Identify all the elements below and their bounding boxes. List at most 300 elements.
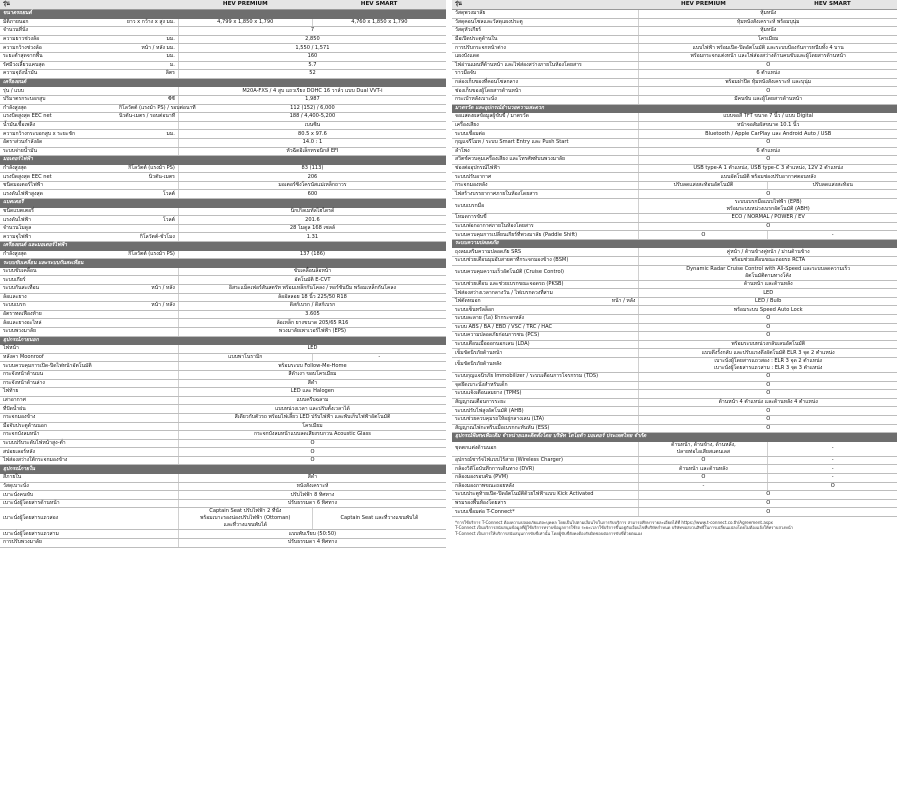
spec-table-left	[0, 0, 446, 548]
spec-unit	[608, 398, 639, 407]
spec-label: เบาะนั่งผู้โดยสารแถวสาม	[0, 530, 116, 539]
spec-label: กระเป๋าหลังเบาะนั่ง	[452, 95, 608, 104]
spec-label: ไฟหน้า	[0, 345, 116, 354]
spec-label: ไฟส่องสว่างเวลากลางวัน / ไฟเบรกดวงที่สาม	[452, 289, 608, 298]
header-model-hev-smart: HEV SMART	[312, 0, 446, 10]
spec-row	[0, 396, 446, 405]
spec-unit	[608, 407, 639, 416]
spec-value-both: LED และ Halogen	[178, 388, 446, 397]
spec-value-both	[639, 265, 897, 280]
spec-label: ความยาวช่วงล้อ	[0, 35, 116, 44]
spec-unit	[116, 276, 178, 285]
spec-value-both: หนังสังเคราะห์	[178, 482, 446, 491]
spec-label: การปรับพวงมาลัย	[0, 539, 116, 548]
spec-unit	[116, 319, 178, 328]
spec-label: แรงดันไฟฟ้า	[0, 216, 116, 225]
spec-value-both: พร้อมระบบหน่วงกลับเลนอัตโนมัติ	[639, 340, 897, 349]
spec-row	[0, 104, 446, 113]
spec-row	[452, 10, 897, 19]
spec-unit	[116, 539, 178, 548]
spec-row	[452, 18, 897, 27]
spec-row	[452, 340, 897, 349]
spec-label: การปรับกระจกหน้าต่าง	[452, 44, 608, 53]
section-title: ขนาดรถยนต์	[0, 10, 446, 19]
spec-unit	[608, 306, 639, 315]
spec-unit	[608, 289, 639, 298]
spec-row	[0, 113, 446, 122]
spec-value-both: หุ้มหนังสังเคราะห์ พร้อมบุนุ่ม	[639, 18, 897, 27]
spec-row	[0, 405, 446, 414]
spec-unit	[608, 231, 639, 240]
spec-label: ไฟอ่านแผนที่ด้านหน้า และไฟส่องสว่างภายในห้องโดยสาร	[452, 61, 608, 70]
spec-value-both: อิสระแม็คเฟอร์สันสตรัท พร้อมเหล็กกันโคลง / ทอร์ชันบีม พร้อมเหล็กกันโคลง	[178, 285, 446, 294]
section-title: อุปกรณ์ภายนอก	[0, 336, 446, 345]
section-header-row	[452, 104, 897, 113]
spec-label: สปอยเลอร์หลัง	[0, 448, 116, 457]
spec-row	[452, 130, 897, 139]
spec-unit	[608, 441, 639, 456]
section-title: อุปกรณ์พิเศษเพิ่มเติม จำหน่ายและติดตั้งโดย บริษัท โตโยต้า มอเตอร์ ประเทศไทย จำกัด	[452, 433, 897, 442]
spec-row	[0, 379, 446, 388]
section-header-row	[0, 156, 446, 165]
spec-value-hev-premium: ปรับลดแสงสะท้อนอัตโนมัติ	[639, 181, 768, 190]
spec-unit	[116, 362, 178, 371]
spec-unit	[608, 173, 639, 182]
spec-row	[0, 431, 446, 440]
spec-row	[0, 250, 446, 259]
spec-row	[452, 265, 897, 280]
spec-label: ปริมาตรกระบอกสูบ	[0, 95, 116, 104]
spec-unit	[608, 138, 639, 147]
section-header-row	[0, 10, 446, 19]
spec-row	[0, 491, 446, 500]
spec-value-line: และที่วางแขนพับได้	[223, 522, 267, 529]
spec-value-both: พร้อมช่วยเตือนขณะถอยรถ RCTA	[639, 257, 897, 266]
spec-label: กล่องเก็บของที่คอนโซลกลาง	[452, 78, 608, 87]
spec-unit	[608, 265, 639, 280]
spec-row	[452, 138, 897, 147]
spec-unit	[608, 70, 639, 79]
spec-value-both: 52	[178, 70, 446, 79]
spec-value-both: 83 (113)	[178, 164, 446, 173]
spec-row	[452, 121, 897, 130]
spec-unit	[608, 372, 639, 381]
spec-value-both: ปรับไฟฟ้า 8 ทิศทาง	[178, 491, 446, 500]
spec-row	[452, 257, 897, 266]
spec-value-hev-smart: -	[768, 456, 897, 465]
spec-value-line: Dynamic Radar Cruise Control with All-Speed และระบบลดความเร็ว	[686, 265, 851, 272]
spec-unit: ยาว x กว้าง x สูง มม.	[116, 18, 178, 27]
spec-row	[0, 121, 446, 130]
spec-row	[0, 448, 446, 457]
spec-row	[0, 61, 446, 70]
section-header-row	[452, 239, 897, 248]
spec-row	[0, 327, 446, 336]
spec-label: ระบบจ่ายน้ำมัน	[0, 147, 116, 156]
spec-label: ระบบช่วยเตือน และช่วยเบรกขณะจอดรถ (PKSB)	[452, 280, 608, 289]
spec-unit	[116, 87, 178, 96]
spec-unit	[608, 332, 639, 341]
spec-label: ระบบเบรก	[0, 302, 116, 311]
spec-value-both: แบบพับเรียบ (50:50)	[178, 530, 446, 539]
spec-row	[452, 323, 897, 332]
spec-unit	[608, 482, 639, 491]
spec-row	[0, 345, 446, 354]
spec-row	[452, 332, 897, 341]
spec-row	[0, 181, 446, 190]
spec-unit	[608, 95, 639, 104]
spec-value-both: แบบดึงรั้งกลับ และปรับแรงดึงอัตโนมัติ ELR 3 จุด 2 ตำแหน่ง	[639, 349, 897, 358]
spec-value-hev-smart: O	[768, 482, 897, 491]
spec-value-line: ปลายท่อไอเสียสแตนเลส	[676, 448, 731, 455]
spec-value-both: 1,550 / 1,571	[178, 44, 446, 53]
spec-label: ระบบฟอกอากาศภายในห้องโดยสาร	[452, 222, 608, 231]
spec-value-both: O	[639, 190, 897, 199]
spec-value-hev-premium	[639, 441, 768, 456]
spec-value-both: O	[178, 456, 446, 465]
spec-unit	[116, 353, 178, 362]
spec-value-both: O	[639, 315, 897, 324]
spec-value-both	[639, 357, 897, 372]
spec-value-both: คู่หน้า / ด้านข้างคู่หน้า / ม่านด้านข้าง	[639, 248, 897, 257]
spec-label: กระจังหน้าด้านบน	[0, 370, 116, 379]
spec-value-both: 1.31	[178, 233, 446, 242]
spec-value-both: O	[639, 381, 897, 390]
spec-label: ที่ปัดน้ำฝน	[0, 405, 116, 414]
spec-unit	[116, 27, 178, 36]
spec-unit	[116, 327, 178, 336]
spec-row	[0, 353, 446, 362]
spec-row	[0, 276, 446, 285]
spec-value-both: USB type-A 1 ตำแหน่ง, USB type-C 3 ตำแหน่ง, 12V 2 ตำแหน่ง	[639, 164, 897, 173]
spec-value-both: ขับเคลื่อนล้อหน้า	[178, 267, 446, 276]
spec-row	[452, 415, 897, 424]
spec-value-both: พวงมาลัยเพาเวอร์ไฟฟ้า (EPS)	[178, 327, 446, 336]
spec-row	[0, 456, 446, 465]
spec-label: จำนวนโมดูล	[0, 224, 116, 233]
spec-unit: กิโลวัตต์ (แรงม้า PS) / รอบต่อนาที	[116, 104, 178, 113]
spec-value-both: O	[178, 439, 446, 448]
footnotes	[452, 517, 897, 537]
spec-label: มือเปิดประตูด้านใน	[452, 35, 608, 44]
spec-unit	[116, 422, 178, 431]
spec-label: ระบบควบคุมการเปลี่ยนเกียร์ที่พวงมาลัย (Paddle Shift)	[452, 231, 608, 240]
spec-value-both: หน้าจอสัมผัสขนาด 10.1 นิ้ว	[639, 121, 897, 130]
spec-unit: กิโลวัตต์-ชั่วโมง	[116, 233, 178, 242]
spec-label: รุ่น / แบบ	[0, 87, 116, 96]
spec-value-both: 14.0 : 1	[178, 138, 446, 147]
spec-unit	[116, 345, 178, 354]
spec-label: จอแสดงผลข้อมูลผู้ขับขี่ / มาตรวัด	[452, 113, 608, 122]
spec-label: ลำโพง	[452, 147, 608, 156]
spec-value-both: O	[639, 222, 897, 231]
spec-label: แรงบิดสูงสุด EEC net	[0, 113, 116, 122]
spec-unit	[608, 222, 639, 231]
spec-unit	[608, 465, 639, 474]
spec-label: น้ำมันเชื้อเพลิง	[0, 121, 116, 130]
spec-unit	[116, 530, 178, 539]
spec-unit	[116, 431, 178, 440]
spec-value-both: แบบหน่วงเวลา และปรับตั้งเวลาได้	[178, 405, 446, 414]
spec-label: ไฟสร้างบรรยากาศภายในห้องโดยสาร	[452, 190, 608, 199]
spec-label: ระบบเชื่อมต่อ T-Connect*	[452, 508, 608, 517]
spec-value-both: Bluetooth / Apple CarPlay และ Android Auto / USB	[639, 130, 897, 139]
header-title: รุ่น	[0, 0, 178, 10]
spec-value-both: หุ้มหนัง	[639, 10, 897, 19]
spec-label: ระบบเตือนเมื่อออกนอกเลน (LDA)	[452, 340, 608, 349]
spec-unit	[608, 473, 639, 482]
spec-label: กุญแจรีโมท / ระบบ Smart Entry และ Push Start	[452, 138, 608, 147]
spec-value-both: 112 (152) / 6,000	[178, 104, 446, 113]
spec-label: เบาะนั่งผู้โดยสารแถวสอง	[0, 508, 116, 530]
spec-row	[452, 113, 897, 122]
spec-label: ไฟตัดหมอก	[452, 297, 608, 306]
spec-label: ระบบช่วยเตือนมุมอับสายตาที่กระจกมองข้าง (BSM)	[452, 257, 608, 266]
spec-label: ราวมือจับ	[452, 70, 608, 79]
section-header-row	[0, 199, 446, 208]
spec-value-both: กระจกบังลมหน้าแบบลดเสียงรบกวน Acoustic Glass	[178, 431, 446, 440]
section-header-row	[452, 433, 897, 442]
spec-row	[452, 78, 897, 87]
spec-label: ความกว้างช่วงล้อ	[0, 44, 116, 53]
spec-label: ระยะต่ำสุดจากพื้น	[0, 52, 116, 61]
spec-row	[0, 319, 446, 328]
spec-unit	[116, 147, 178, 156]
spec-unit	[608, 113, 639, 122]
spec-value-line: ระบบเบรกมือแบบไฟฟ้า (EPB)	[734, 199, 802, 206]
spec-value-both: O	[639, 415, 897, 424]
spec-row	[452, 465, 897, 474]
spec-label: จำนวนที่นั่ง	[0, 27, 116, 36]
spec-unit: นิวตัน-เมตร	[116, 173, 178, 182]
spec-row	[452, 70, 897, 79]
spec-column-right	[452, 0, 897, 537]
spec-row	[452, 214, 897, 223]
spec-row	[452, 306, 897, 315]
spec-value-both: ด้านหน้า 4 ตำแหน่ง และด้านหลัง 4 ตำแหน่ง	[639, 398, 897, 407]
spec-unit	[116, 121, 178, 130]
spec-unit	[116, 224, 178, 233]
spec-unit	[608, 18, 639, 27]
spec-label: ระบบปรับอากาศ	[452, 173, 608, 182]
spec-label: อุปกรณ์ชาร์จไฟแบบไร้สาย (Wireless Charger)	[452, 456, 608, 465]
spec-value-both: หัวฉีดอิเล็กทรอนิกส์ EFI	[178, 147, 446, 156]
spec-unit: ม.	[116, 61, 178, 70]
spec-row	[0, 439, 446, 448]
spec-row	[0, 173, 446, 182]
spec-label: กล้องวิดีโอบันทึกการเดินทาง (DVR)	[452, 465, 608, 474]
spec-row	[452, 248, 897, 257]
spec-row	[452, 381, 897, 390]
spec-unit	[116, 508, 178, 530]
spec-label: ช่องเก็บของผู้โดยสารด้านหน้า	[452, 87, 608, 96]
spec-value-both: LED	[639, 289, 897, 298]
section-title: อุปกรณ์ภายใน	[0, 465, 446, 474]
spec-value-both: พร้อมระบบ Follow-Me-Home	[178, 362, 446, 371]
spec-value-line: Captain Seat ปรับไฟฟ้า 2 ที่นั่ง	[209, 508, 282, 515]
spec-row	[0, 508, 446, 530]
spec-value-both: O	[639, 508, 897, 517]
spec-value-both	[639, 199, 897, 214]
spec-row	[0, 224, 446, 233]
spec-value-hev-smart: -	[312, 353, 446, 362]
spec-label: กำลังสูงสุด	[0, 250, 116, 259]
spec-unit	[608, 199, 639, 214]
spec-label: ระบบเชื่อมต่อ	[452, 130, 608, 139]
spec-value-hev-premium: O	[639, 456, 768, 465]
spec-row	[0, 482, 446, 491]
spec-unit: มม.	[116, 130, 178, 139]
spec-value-both: ดิสก์เบรก / ดิสก์เบรก	[178, 302, 446, 311]
spec-unit	[116, 405, 178, 414]
spec-row	[452, 147, 897, 156]
spec-row	[0, 87, 446, 96]
spec-unit	[116, 413, 178, 422]
spec-label: ช่องต่ออุปกรณ์ไฟฟ้า	[452, 164, 608, 173]
spec-value-both: O	[639, 491, 897, 500]
spec-value-both: นิกเกิลเมทัลไฮไดรด์	[178, 207, 446, 216]
spec-unit: โวลต์	[116, 190, 178, 199]
spec-label: กระจกมองข้าง	[0, 413, 116, 422]
spec-unit	[116, 267, 178, 276]
spec-row	[0, 539, 446, 548]
spec-label: กำลังสูงสุด	[0, 164, 116, 173]
spec-row	[0, 474, 446, 483]
spec-unit	[608, 78, 639, 87]
spec-unit	[608, 44, 639, 53]
spec-unit	[608, 415, 639, 424]
spec-unit: กิโลวัตต์ (แรงม้า PS)	[116, 164, 178, 173]
spec-unit	[116, 379, 178, 388]
spec-value-both: หุ้มหนัง	[639, 27, 897, 36]
spec-row	[452, 297, 897, 306]
spec-unit	[116, 456, 178, 465]
spec-label: สีภายใน	[0, 474, 116, 483]
spec-row	[452, 199, 897, 214]
spec-value-hev-premium: 4,799 x 1,850 x 1,790	[178, 18, 312, 27]
spec-row	[0, 302, 446, 311]
spec-value-both: ล้ออัลลอย 18 นิ้ว 225/50 R18	[178, 293, 446, 302]
spec-value-both: 188 / 4,400-5,200	[178, 113, 446, 122]
spec-column-left	[0, 0, 446, 548]
spec-label: วัสดุคอนโซลและวัสดุแผงประตู	[452, 18, 608, 27]
spec-label: สวิตช์ควบคุมเครื่องเสียง และโทรศัพท์บนพวงมาลัย	[452, 156, 608, 165]
spec-unit	[116, 499, 178, 508]
spec-value-both: อัตโนมัติ E-CVT	[178, 276, 446, 285]
spec-label: กำลังสูงสุด	[0, 104, 116, 113]
spec-row	[0, 147, 446, 156]
spec-row	[0, 35, 446, 44]
spec-row	[452, 315, 897, 324]
spec-value-both: 5.7	[178, 61, 446, 70]
section-title: แบตเตอรี่	[0, 199, 446, 208]
spec-unit	[608, 121, 639, 130]
section-title: ระบบความปลอดภัย	[452, 239, 897, 248]
spec-unit	[608, 323, 639, 332]
spec-unit	[116, 207, 178, 216]
spec-row	[0, 267, 446, 276]
spec-unit	[608, 27, 639, 36]
spec-row	[0, 293, 446, 302]
spec-value-hev-smart: -	[768, 465, 897, 474]
spec-row	[0, 530, 446, 539]
spec-row	[0, 164, 446, 173]
spec-unit	[608, 257, 639, 266]
spec-label: วัสดุหัวเกียร์	[452, 27, 608, 36]
spec-label: ระบบเซ็นทรัลล็อก	[452, 306, 608, 315]
spec-value-both: O	[639, 424, 897, 433]
spec-row	[452, 164, 897, 173]
spec-row	[0, 95, 446, 104]
spec-unit	[116, 388, 178, 397]
spec-label: ระบบกุญแจนิรภัย Immobilizer / ระบบเตือนการโจรกรรม (TDS)	[452, 372, 608, 381]
spec-unit	[608, 280, 639, 289]
spec-label: เสาอากาศ	[0, 396, 116, 405]
spec-unit	[608, 130, 639, 139]
spec-value-both: สีดำ	[178, 474, 446, 483]
spec-unit	[608, 357, 639, 372]
spec-value-hev-premium: แบบพาโนรามิก	[178, 353, 312, 362]
spec-unit	[608, 10, 639, 19]
spec-label: ระบบปรับไฟสูงอัตโนมัติ (AHB)	[452, 407, 608, 416]
spec-row	[452, 52, 897, 61]
spec-unit	[608, 190, 639, 199]
spec-row	[452, 61, 897, 70]
spec-unit	[116, 396, 178, 405]
spec-value-line: พร้อมเบาะรองน่องปรับไฟฟ้า (Ottoman)	[200, 515, 291, 522]
spec-row	[452, 390, 897, 399]
spec-label: ชนิดมอเตอร์ไฟฟ้า	[0, 181, 116, 190]
spec-unit	[608, 87, 639, 96]
spec-value-hev-premium: -	[639, 482, 768, 491]
spec-value-both: O	[639, 156, 897, 165]
spec-row	[452, 372, 897, 381]
spec-value-both: แบบไฟฟ้า พร้อมเปิด-ปิดอัตโนมัติ และระบบป้องกันการหนีบทั้ง 4 บาน	[639, 44, 897, 53]
spec-row	[0, 413, 446, 422]
spec-unit: ลิตร	[116, 70, 178, 79]
spec-row	[452, 508, 897, 517]
spec-label: แรงดันไฟฟ้าสูงสุด	[0, 190, 116, 199]
spec-label: อัตราส่วนกำลังอัด	[0, 138, 116, 147]
spec-row	[0, 138, 446, 147]
spec-unit	[608, 156, 639, 165]
spec-value-both: 160	[178, 52, 446, 61]
spec-row	[452, 398, 897, 407]
spec-value-both: O	[639, 407, 897, 416]
spec-value-both: พร้อมกระจกแต่งหน้า และไฟส่องสว่างด้านคนขับและผู้โดยสารด้านหน้า	[639, 52, 897, 61]
footnote-line: *การใช้บริการ T-Connect ต้องความปลอดภัยแต่ละบุคคล โดยเป็นไปตามเงื่อนไขในการรับบริการ สามารถศึกษารายละเอียดได้ที่ https://www.t-connect.co.th/Agreement.aspx	[455, 519, 773, 525]
spec-value-both: พร้อมฝาปิด หุ้มหนังสังเคราะห์ และบุนุ่ม	[639, 78, 897, 87]
spec-label: ระบบความปลอดภัยก่อนการชน (PCS)	[452, 332, 608, 341]
spec-value-both: 28 โมดูล 168 เซลล์	[178, 224, 446, 233]
header-model-hev-premium: HEV PREMIUM	[178, 0, 312, 10]
header-model-hev-premium: HEV PREMIUM	[639, 0, 768, 10]
spec-unit	[116, 293, 178, 302]
spec-label: ความกว้างกระบอกสูบ x ระยะชัก	[0, 130, 116, 139]
spec-label: ไฟส่องสว่างใต้กระจกมองข้าง	[0, 456, 116, 465]
spec-value-both: O	[639, 61, 897, 70]
spec-label: โหมดการขับขี่	[452, 214, 608, 223]
spec-label: แผงบังแดด	[452, 52, 608, 61]
spec-row	[452, 499, 897, 508]
spec-unit	[608, 164, 639, 173]
spec-value-both: แบบครีบฉลาม	[178, 396, 446, 405]
section-title: ระบบขับเคลื่อน และระบบกันสะเทือน	[0, 259, 446, 268]
spec-unit: มม.	[116, 52, 178, 61]
spec-value-both: 80.5 x 97.6	[178, 130, 446, 139]
spec-value-both: 7	[178, 27, 446, 36]
spec-row	[0, 388, 446, 397]
